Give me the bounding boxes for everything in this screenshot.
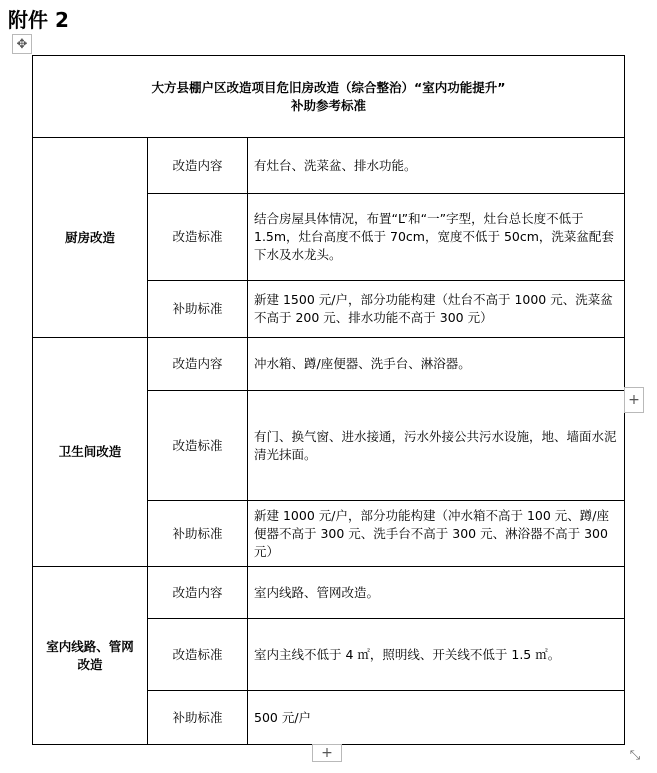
- item-content: 有门、换气窗、进水接通，污水外接公共污水设施，地、墙面水泥清光抹面。: [248, 391, 625, 501]
- item-label: 改造内容: [148, 567, 248, 619]
- category-wiring: [33, 567, 148, 745]
- add-row-button[interactable]: [312, 744, 342, 762]
- item-content: 有灶台、洗菜盆、排水功能。: [248, 138, 625, 194]
- item-label: 改造标准: [148, 619, 248, 691]
- add-column-button[interactable]: [624, 387, 644, 413]
- table-move-handle[interactable]: [12, 34, 32, 54]
- resize-icon: ⤡: [629, 747, 641, 763]
- item-content: 新建 1000 元/户，部分功能构建（冲水箱不高于 100 元、蹲/座便器不高于 300 元、洗手台不高于 300 元、淋浴器不高于 300 元）: [248, 501, 625, 567]
- table-title-line1: 大方县棚户区改造项目危旧房改造（综合整治）“室内功能提升”: [151, 79, 506, 95]
- item-label: 补助标准: [148, 501, 248, 567]
- category-wiring-line1: 室内线路、管网: [46, 638, 134, 654]
- item-label: 补助标准: [148, 281, 248, 338]
- item-label: 改造内容: [148, 338, 248, 391]
- plus-icon: +: [628, 392, 640, 408]
- category-wiring-line2: 改造: [77, 656, 103, 672]
- item-label: 补助标准: [148, 691, 248, 745]
- item-content: 冲水箱、蹲/座便器、洗手台、淋浴器。: [248, 338, 625, 391]
- item-label: 改造标准: [148, 391, 248, 501]
- attachment-label: 附件 2: [8, 8, 69, 32]
- table-title-row: [33, 56, 625, 138]
- item-content: 新建 1500 元/户，部分功能构建（灶台不高于 1000 元、洗菜盆不高于 200 元、排水功能不高于 300 元）: [248, 281, 625, 338]
- subsidy-standard-table: [32, 55, 625, 745]
- category-bathroom: 卫生间改造: [33, 338, 148, 567]
- item-label: 改造标准: [148, 194, 248, 281]
- table-title-cell: [33, 56, 625, 138]
- item-label: 改造内容: [148, 138, 248, 194]
- item-content: 室内主线不低于 4 ㎡，照明线、开关线不低于 1.5 ㎡。: [248, 619, 625, 691]
- category-kitchen: 厨房改造: [33, 138, 148, 338]
- table-row: [33, 567, 625, 619]
- item-content: 室内线路、管网改造。: [248, 567, 625, 619]
- table-row: [33, 338, 625, 391]
- table-title-line2: 补助参考标准: [291, 97, 367, 113]
- table-resize-handle[interactable]: [626, 746, 644, 764]
- table-row: [33, 138, 625, 194]
- plus-icon: +: [321, 745, 333, 761]
- item-content: 结合房屋具体情况，布置“L”和“一”字型，灶台总长度不低于 1.5m，灶台高度不低于 70cm，宽度不低于 50cm，洗菜盆配套下水及水龙头。: [248, 194, 625, 281]
- move-icon: ✥: [16, 36, 28, 52]
- item-content: 500 元/户: [248, 691, 625, 745]
